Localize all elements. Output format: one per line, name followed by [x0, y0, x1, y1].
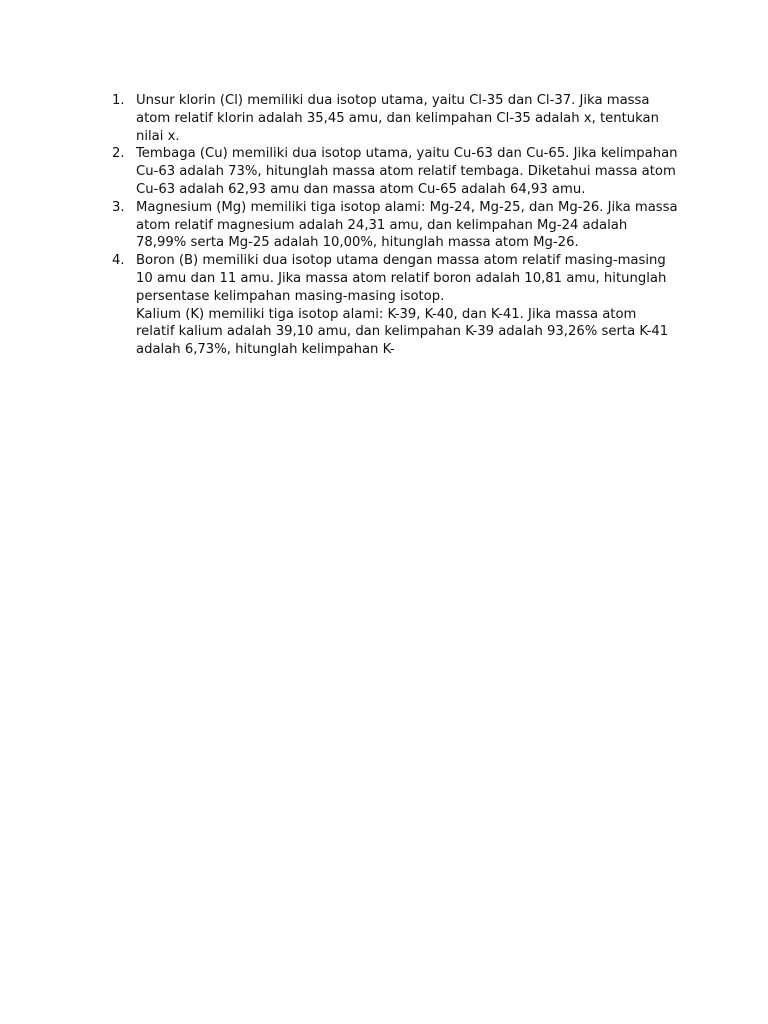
question-continuation-text: Kalium (K) memiliki tiga isotop alami: K-39, K-40, dan K-41. Jika massa atom relatif kalium adalah 39,10 amu, dan kelimpahan K-39 adalah 93,26% serta K-41 adalah 6,73%, hitunglah kelimpahan K-	[136, 306, 669, 358]
question-number: 2.	[112, 146, 125, 162]
question-item-4	[108, 252, 678, 359]
question-number: 3.	[112, 199, 125, 215]
question-item-1	[108, 92, 678, 145]
question-text: Boron (B) memiliki dua isotop utama dengan massa atom relatif masing-masing 10 amu dan 11 amu. Jika massa atom relatif boron adalah 10,81 amu, hitunglah persentase kelimpahan masing-masing isotop.	[136, 253, 667, 304]
question-text: Magnesium (Mg) memiliki tiga isotop alami: Mg-24, Mg-25, dan Mg-26. Jika massa atom relatif magnesium adalah 24,31 amu, dan kelimpahan Mg-24 adalah 78,99% serta Mg-25 adalah 10,00%, hitunglah massa atom Mg-26.	[136, 199, 678, 251]
question-number: 4.	[112, 253, 125, 269]
question-item-3	[108, 199, 678, 252]
question-text: Tembaga (Cu) memiliki dua isotop utama, yaitu Cu-63 dan Cu-65. Jika kelimpahan Cu-63 adalah 73%, hitunglah massa atom relatif tembaga. Diketahui massa atom Cu-63 adalah 62,93 amu dan massa atom Cu-65 adalah 64,93 amu.	[136, 146, 678, 197]
question-list	[108, 92, 678, 359]
question-item-2	[108, 145, 678, 198]
question-text: Unsur klorin (Cl) memiliki dua isotop utama, yaitu Cl-35 dan Cl-37. Jika massa atom relatif klorin adalah 35,45 amu, dan kelimpahan Cl-35 adalah x, tentukan nilai x.	[136, 93, 659, 144]
question-number: 1.	[112, 93, 125, 108]
